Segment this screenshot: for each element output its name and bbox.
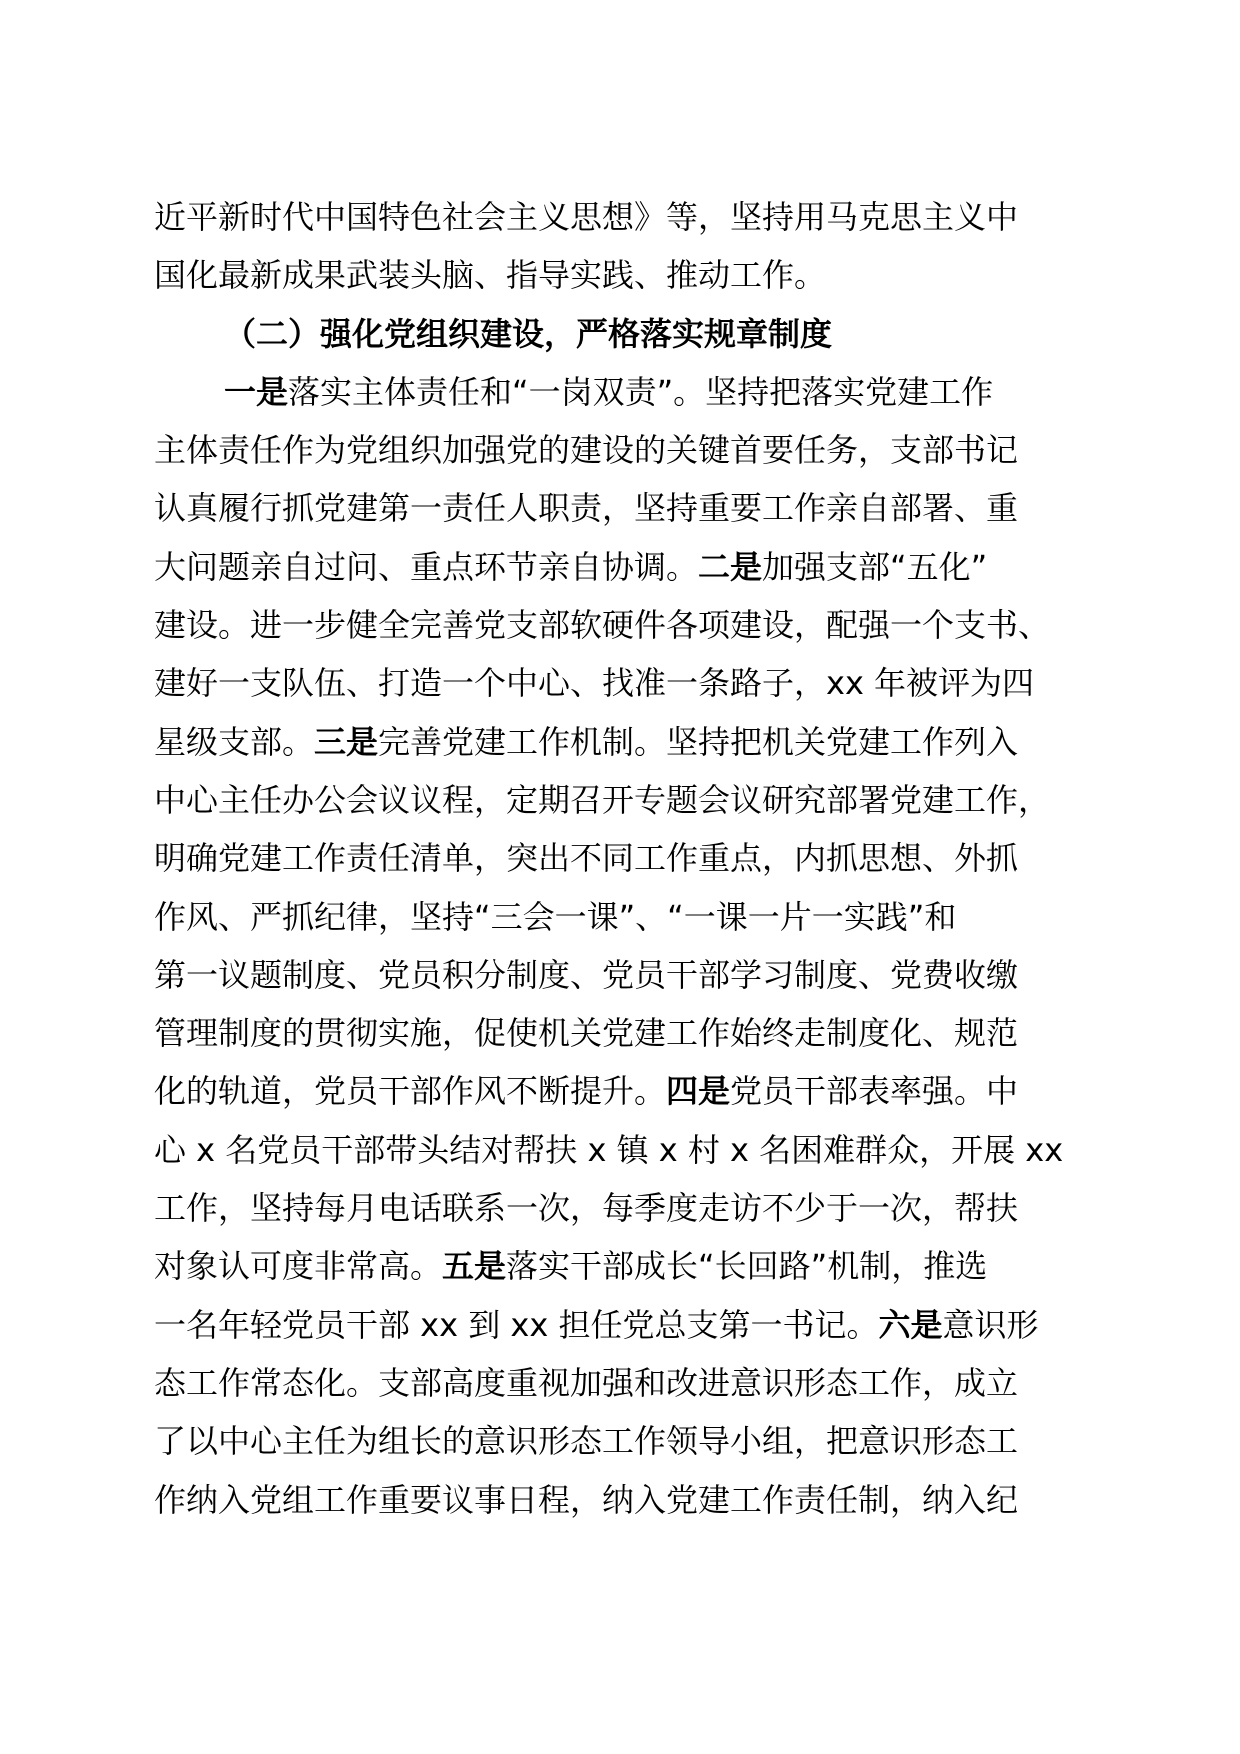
text-span: 明确党建工作责任清单，突出不同工作重点，内抓思想、外抓 xyxy=(154,839,1019,878)
paragraph-line xyxy=(154,479,1084,537)
text-span: 一名年轻党员干部 xx 到 xx 担任党总支第一书记。 xyxy=(154,1305,879,1344)
paragraph-line xyxy=(154,946,1084,1004)
text-span: 意识形 xyxy=(942,1305,1039,1344)
text-span: 了以中心主任为组长的意识形态工作领导小组，把意识形态工 xyxy=(154,1422,1019,1461)
paragraph-line xyxy=(154,1296,1084,1354)
paragraph-line xyxy=(154,1237,1084,1295)
text-span: 主体责任作为党组织加强党的建设的关键首要任务，支部书记 xyxy=(154,431,1019,470)
text-span: 态工作常态化。支部高度重视加强和改进意识形态工作，成立 xyxy=(154,1363,1019,1402)
paragraph-line xyxy=(154,1004,1084,1062)
paragraph-line xyxy=(154,1354,1084,1412)
text-span: 工作，坚持每月电话联系一次，每季度走访不少于一次，帮扶 xyxy=(154,1189,1019,1228)
paragraph-line xyxy=(154,1121,1084,1179)
text-line: 国化最新成果武装头脑、指导实践、推动工作。 xyxy=(154,256,827,295)
text-span: 完善党建工作机制。坚持把机关党建工作列入 xyxy=(378,722,1019,761)
paragraph-line xyxy=(154,538,1084,596)
text-span: 星级支部。 xyxy=(154,722,315,761)
bold-keyword: 二是 xyxy=(698,547,763,586)
paragraph-line xyxy=(154,654,1084,712)
section-heading: （二）强化党组织建设，严格落实规章制度 xyxy=(224,314,833,353)
paragraph-line xyxy=(154,713,1084,771)
text-span: 作风、严抓纪律，坚持“三会一课”、“一课一片一实践”和 xyxy=(154,897,957,936)
text-span: 作纳入党组工作重要议事日程，纳入党建工作责任制，纳入纪 xyxy=(154,1480,1019,1519)
text-span: 建好一支队伍、打造一个中心、找准一条路子，xx 年被评为四 xyxy=(154,664,1035,703)
bold-keyword: 一是 xyxy=(224,372,289,411)
text-span: 建设。进一步健全完善党支部软硬件各项建设，配强一个支书、 xyxy=(154,606,1051,645)
paragraph-line xyxy=(154,1179,1084,1237)
document-body xyxy=(154,188,1084,1529)
paragraph-line xyxy=(154,771,1084,829)
text-span: 加强支部“五化” xyxy=(762,547,988,586)
text-span: 对象认可度非常高。 xyxy=(154,1247,443,1286)
text-span: 大问题亲自过问、重点环节亲自协调。 xyxy=(154,547,699,586)
paragraph-line xyxy=(154,829,1084,887)
paragraph-line xyxy=(154,596,1084,654)
paragraph-line xyxy=(154,1062,1084,1120)
paragraph-line xyxy=(154,1412,1084,1470)
text-span: 中心主任办公会议议程，定期召开专题会议研究部署党建工作， xyxy=(154,780,1051,819)
bold-keyword: 三是 xyxy=(314,722,379,761)
paragraph-line xyxy=(154,888,1084,946)
paragraph-line xyxy=(154,363,1084,421)
text-span: 心 x 名党员干部带头结对帮扶 x 镇 x 村 x 名困难群众，开展 xx xyxy=(154,1130,1064,1169)
text-span: 化的轨道，党员干部作风不断提升。 xyxy=(154,1072,667,1111)
text-span: 党员干部表率强。中 xyxy=(730,1072,1019,1111)
paragraph-line xyxy=(154,1471,1084,1529)
bold-keyword: 六是 xyxy=(878,1305,943,1344)
text-span: 落实主体责任和“一岗双责”。坚持把落实党建工作 xyxy=(288,372,994,411)
text-span: 认真履行抓党建第一责任人职责，坚持重要工作亲自部署、重 xyxy=(154,489,1019,528)
text-line: 近平新时代中国特色社会主义思想》等，坚持用马克思主义中 xyxy=(154,198,1019,236)
text-span: 落实干部成长“长回路”机制，推选 xyxy=(506,1247,988,1286)
bold-keyword: 五是 xyxy=(442,1247,507,1286)
text-span: 管理制度的贯彻实施，促使机关党建工作始终走制度化、规范 xyxy=(154,1014,1019,1053)
paragraph-line xyxy=(154,421,1084,479)
text-span: 第一议题制度、党员积分制度、党员干部学习制度、党费收缴 xyxy=(154,955,1019,994)
bold-keyword: 四是 xyxy=(666,1072,731,1111)
